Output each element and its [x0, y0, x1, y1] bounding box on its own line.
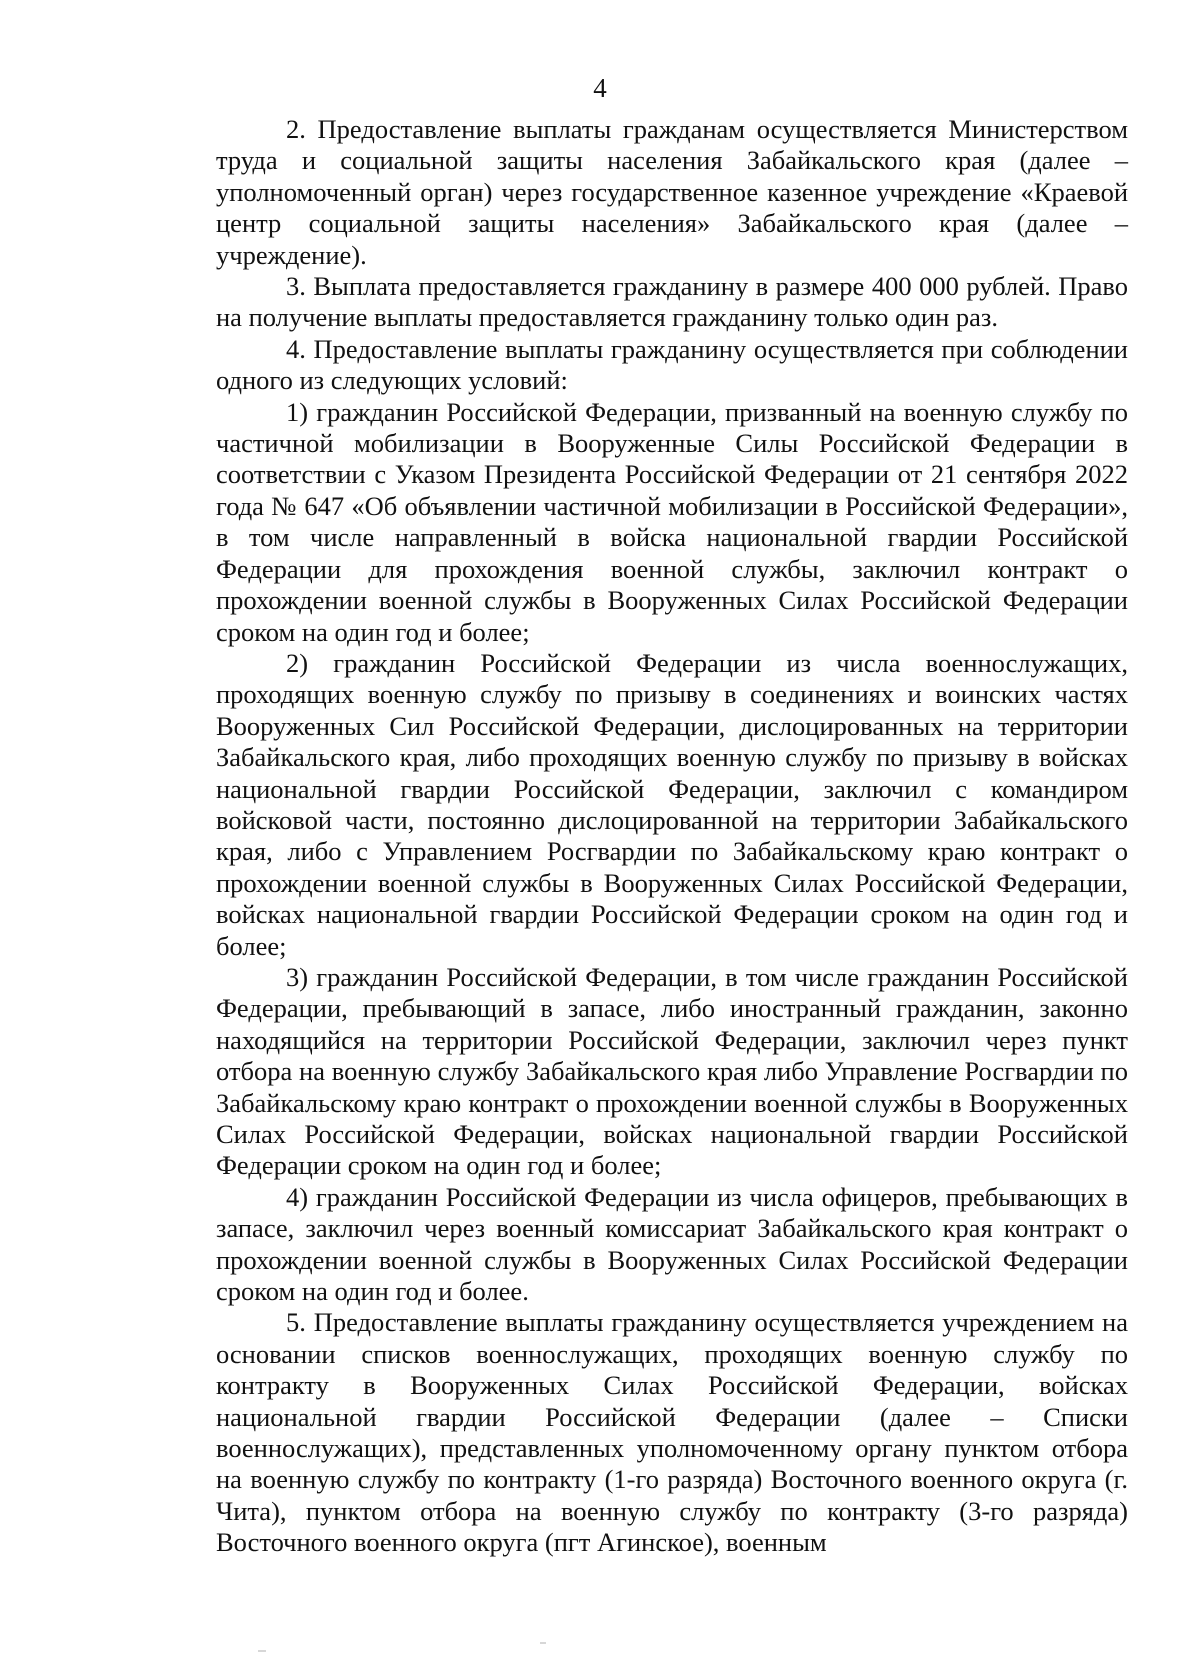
- paragraph-4-item-3: 3) гражданин Российской Федерации, в том числе гражданин Российской Федерации, пребывающий в запасе, либо иностранный гражданин, законно находящийся на территории Российской Федерации, заключил через пункт отбора на военную службу Забайкальского края либо Управление Росгвардии по Забайкальскому краю контракт о прохождении военной службы в Вооруженных Силах Российской Федерации, войсках национальной гвардии Российской Федерации сроком на один год и более;: [216, 961, 1128, 1181]
- paragraph-4-item-4: 4) гражданин Российской Федерации из числа офицеров, пребывающих в запасе, заключил через военный комиссариат Забайкальского края контракт о прохождении военной службы в Вооруженных Силах Российской Федерации сроком на один год и более.: [216, 1181, 1128, 1307]
- scan-artifact: [258, 1650, 266, 1652]
- paragraph-4: 4. Предоставление выплаты гражданину осуществляется при соблюдении одного из следующих условий:: [216, 333, 1128, 396]
- paragraph-4-item-2: 2) гражданин Российской Федерации из числа военнослужащих, проходящих военную службу по призыву в соединениях и воинских частях Вооруженных Сил Российской Федерации, дислоцированных на территории Забайкальского края, либо проходящих военную службу по призыву в войсках национальной гвардии Российской Федерации, заключил с командиром войсковой части, постоянно дислоцированной на территории Забайкальского края, либо с Управлением Росгвардии по Забайкальскому краю контракт о прохождении военной службы в Вооруженных Силах Российской Федерации, войсках национальной гвардии Российской Федерации сроком на один год и более;: [216, 647, 1128, 961]
- scan-artifact: [540, 1642, 546, 1644]
- page-number: 4: [593, 73, 607, 103]
- paragraph-5: 5. Предоставление выплаты гражданину осуществляется учреждением на основании списков военнослужащих, проходящих военную службу по контракту в Вооруженных Силах Российской Федерации, войсках национальной гвардии Российской Федерации (далее – Списки военнослужащих), представленных уполномоченному органу пунктом отбора на военную службу по контракту (1-го разряда) Восточного военного округа (г. Чита), пунктом отбора на военную службу по контракту (3-го разряда) Восточного военного округа (пгт Агинское), военным: [216, 1307, 1128, 1558]
- paragraph-2: 2. Предоставление выплаты гражданам осуществляется Министерством труда и социальной защиты населения Забайкальского края (далее – уполномоченный орган) через государственное казенное учреждение «Краевой центр социальной защиты населения» Забайкальского края (далее – учреждение).: [216, 114, 1128, 270]
- document-body: [216, 114, 1128, 1559]
- paragraph-4-item-1: 1) гражданин Российской Федерации, призванный на военную службу по частичной мобилизации в Вооруженные Силы Российской Федерации в соответствии с Указом Президента Российской Федерации от 21 сентября 2022 года № 647 «Об объявлении частичной мобилизации в Российской Федерации», в том числе направленный в войска национальной гвардии Российской Федерации для прохождения военной службы, заключил контракт о прохождении военной службы в Вооруженных Силах Российской Федерации сроком на один год и более;: [216, 396, 1128, 647]
- paragraph-3: 3. Выплата предоставляется гражданину в размере 400 000 рублей. Право на получение выплаты предоставляется гражданину только один раз.: [216, 271, 1128, 333]
